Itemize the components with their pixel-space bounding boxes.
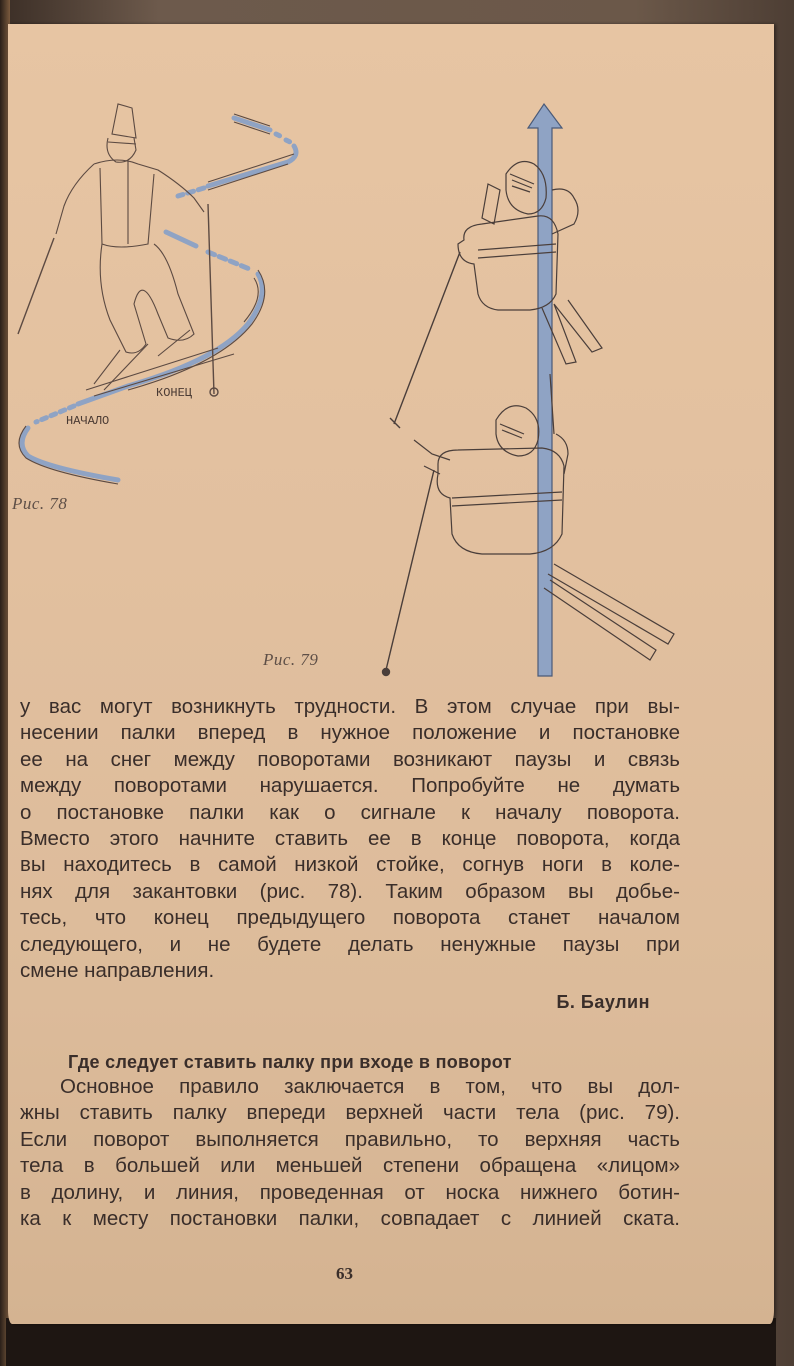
figure-79-caption: Рис. 79 [263,650,319,669]
page-number: 63 [336,1264,353,1283]
text-line: в долину, и линия, проведенная от носка нижнего ботин- [20,1180,680,1204]
text-line: тесь, что конец предыдущего поворота станет началом [20,906,680,930]
text-line: у вас могут возникнуть трудности. В этом случае при вы- [20,695,680,718]
text-line: тела в большей или меньшей степени обращена «лицом» [20,1154,680,1178]
text-line: жны ставить палку впереди верхней части тела (рис. 79). [20,1101,680,1125]
body-paragraph-1 [20,694,680,984]
text-line: ее на снег между поворотами возникают паузы и связь [20,747,680,771]
figure-78-skier-illustration [8,94,308,514]
text-line: о постановке палки как о сигнале к началу поворота. [20,800,680,824]
text-line: Основное правило заключается в том, что вы дол- [60,1075,680,1098]
text-line: нях для закантовки (рис. 78). Таким образом вы добье- [20,879,680,903]
text-line: несении палки вперед в нужное положение и постановке [20,721,680,745]
text-line: Если поворот выполняется правильно, то верхняя часть [20,1127,680,1151]
section-heading: Где следует ставить палку при входе в поворот [68,1052,512,1072]
figure-78-caption: Рис. 78 [12,494,68,513]
text-line: Вместо этого начните ставить ее в конце поворота, когда [20,826,680,850]
author-signature: Б. Баулин [556,992,650,1012]
text-line: вы находитесь в самой низкой стойке, согнув ноги в коле- [20,853,680,877]
text-line: между поворотами нарушается. Попробуйте не думать [20,774,680,798]
figure-79-skiers-illustration [378,94,698,684]
text-line: смене направления. [20,958,215,982]
page-bottom-edge [6,1318,776,1366]
fall-line-arrow-icon [528,104,562,676]
figure-78-label-start: НАЧАЛО [66,414,110,428]
book-page [8,24,774,1324]
figure-78-label-end: КОНЕЦ [156,386,193,400]
body-paragraph-2 [20,1074,680,1232]
text-line: ка к месту постановки палки, совпадает с линией ската. [20,1206,680,1230]
text-line: следующего, и не будете делать ненужные паузы при [20,932,680,956]
